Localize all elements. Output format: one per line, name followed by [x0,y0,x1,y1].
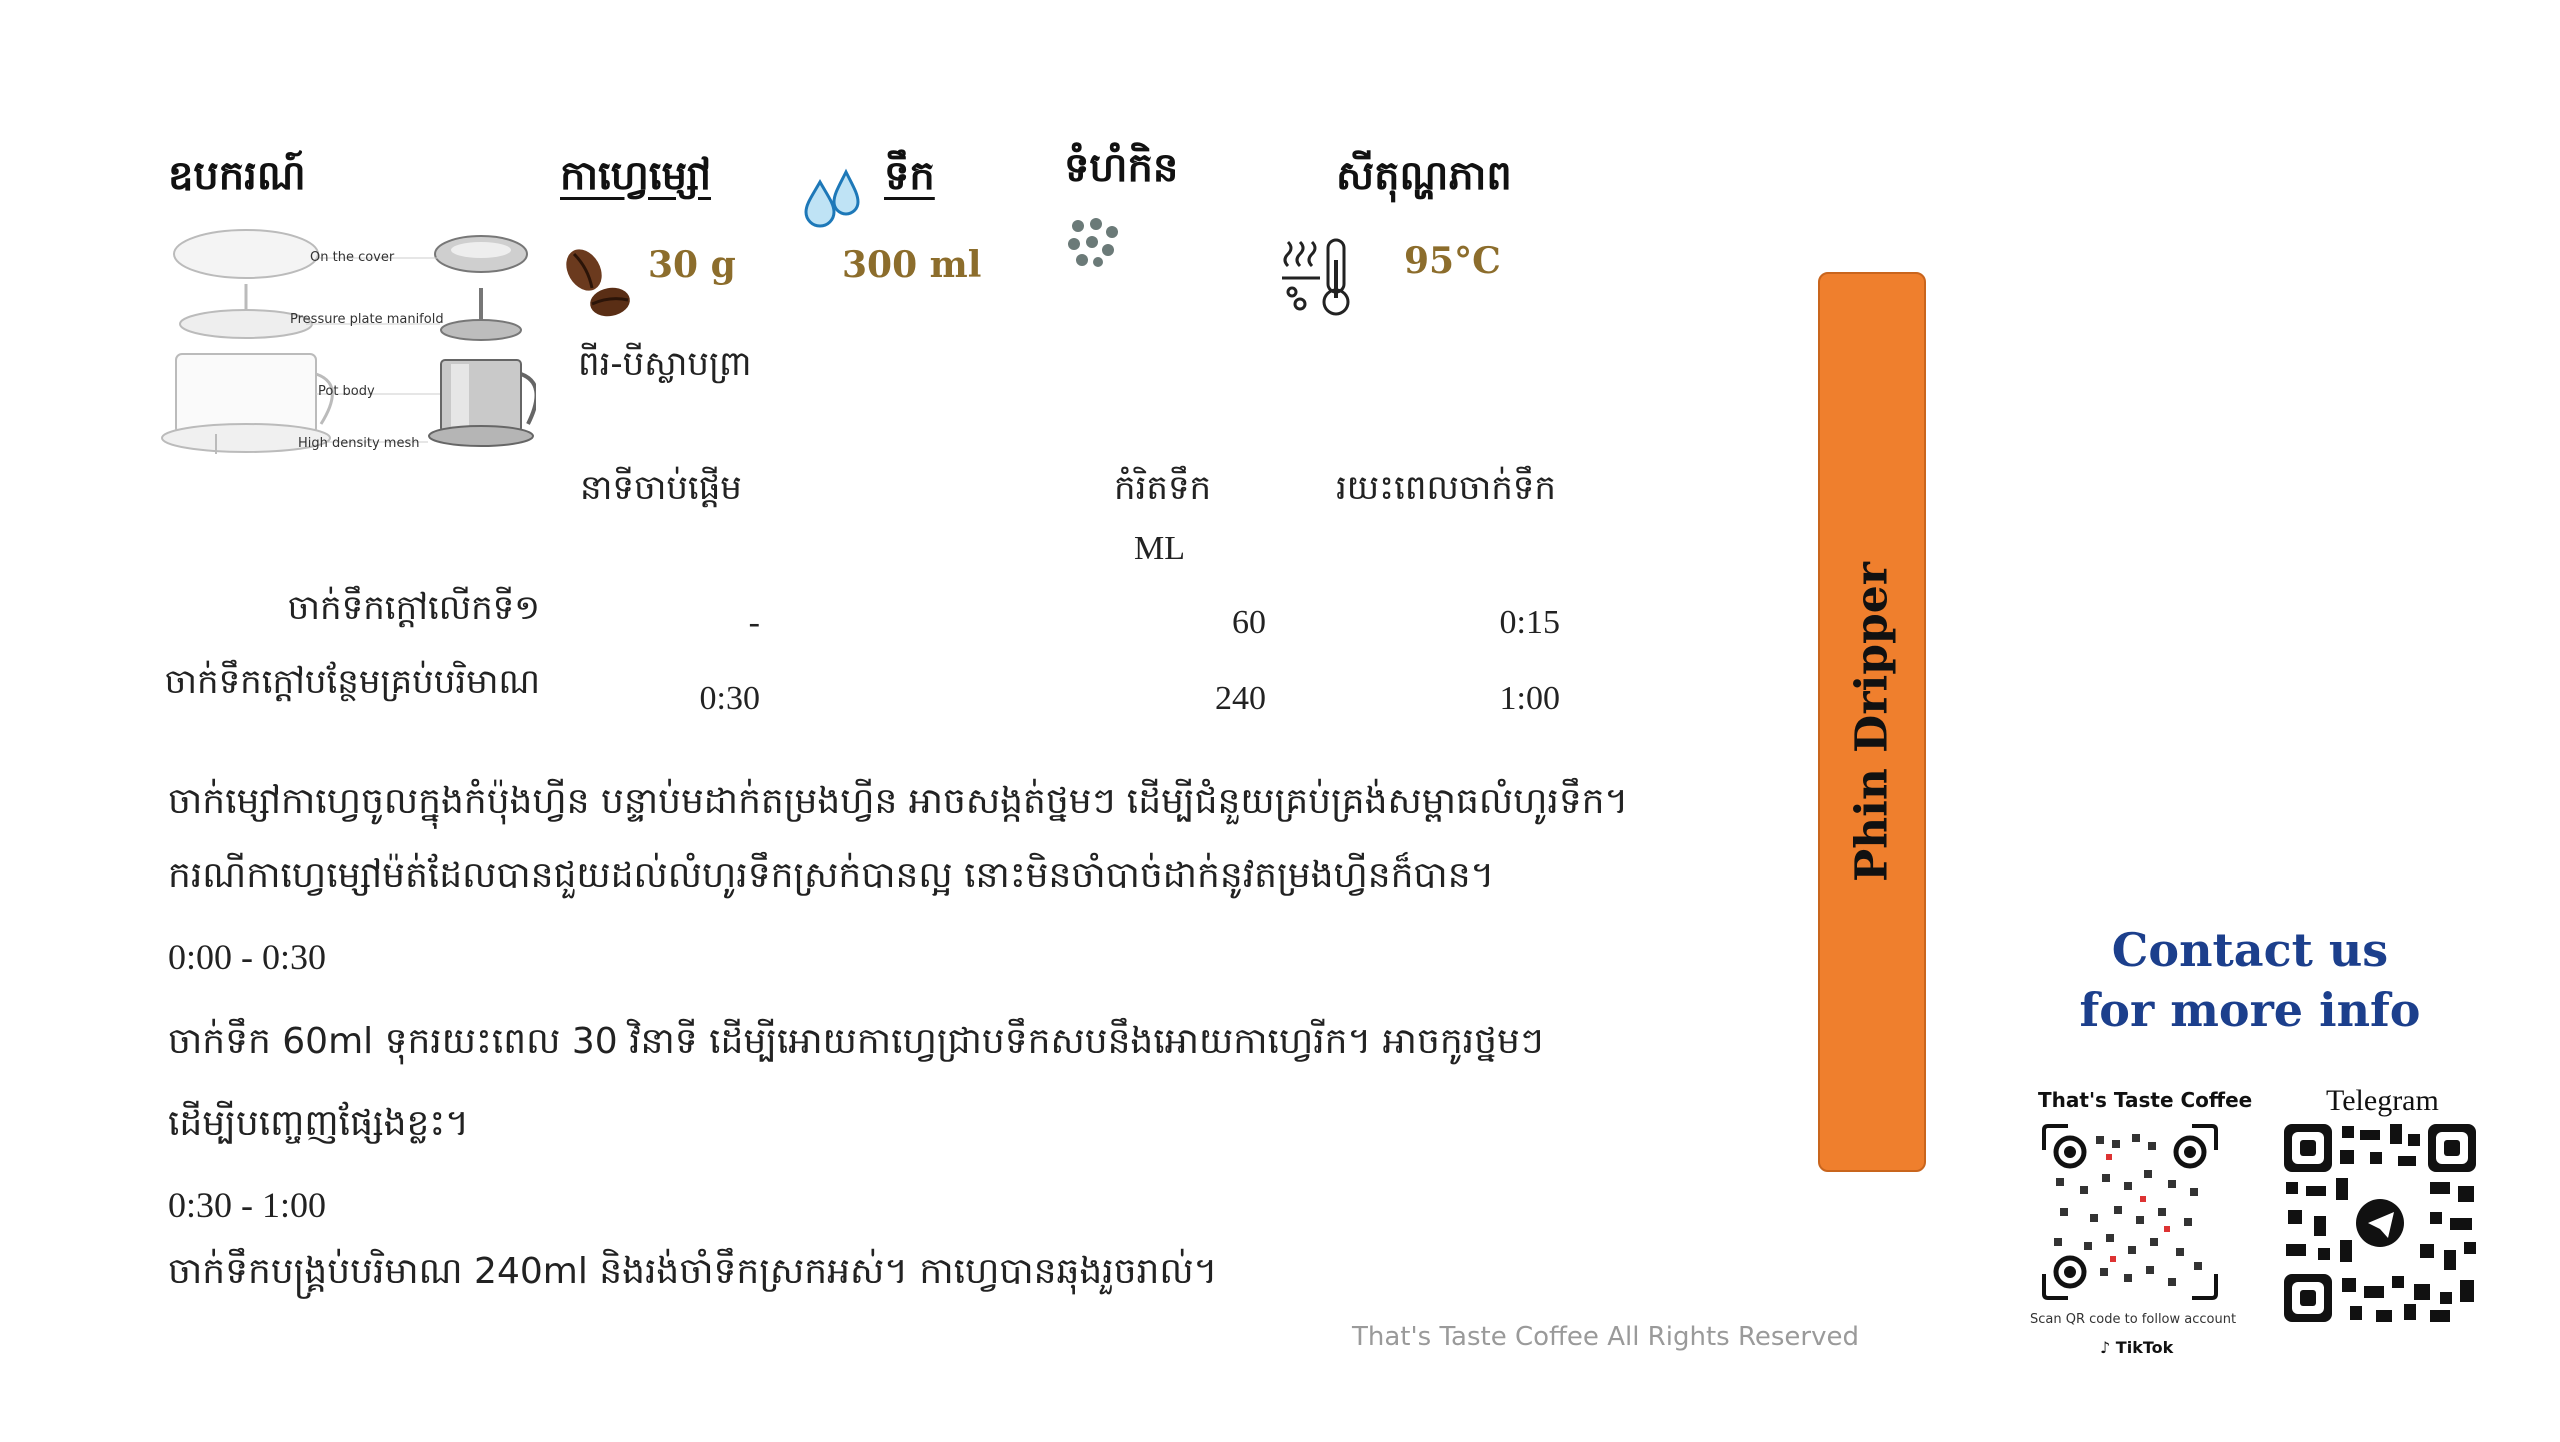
col-water-volume: កំរិតទឹក [1114,468,1212,508]
col-unit: ML [1134,530,1185,567]
telegram-qr-code[interactable] [2280,1120,2480,1326]
coffee-grounds-heading: កាហ្វេម្សៅ [560,153,711,199]
coffee-amount: 30 g [648,244,736,286]
intro-line-1: ចាក់ម្សៅកាហ្វេចូលក្នុងកំប៉ុងហ្វីន បន្ទាប់មដាក់តម្រងហ្វីន អាចសង្កត់ថ្នមៗ ដើម្បីជំនួយគ្រប់គ្រង់សម្ពាធលំហូរទឹក។ [168,781,1629,822]
diagram-label-mesh: High density mesh [298,436,420,451]
coffee-beans-icon [562,246,636,320]
step1-line-1: ចាក់ទឹក 60ml ទុករយះពេល 30 វិនាទី ដើម្បីអោយកាហ្វេជ្រាបទឹកសបនឹងអោយកាហ្វេរីក។ អាចកូរថ្នមៗ [168,1021,1544,1062]
telegram-title: Telegram [2326,1084,2439,1117]
step1-time: 0:00 - 0:30 [168,937,326,977]
temperature-value: 95°C [1404,240,1501,282]
row1-start: - [748,604,760,641]
row2-duration: 1:00 [1499,680,1560,717]
step2-time: 0:30 - 1:00 [168,1185,326,1225]
contact-line-2: for more info [2079,983,2421,1037]
row1-label: ចាក់ទឹកក្តៅលើកទី១ [287,588,540,628]
water-heading: ទឹក [884,153,935,199]
col-pour-duration: រយះពេលចាក់ទឹក [1336,468,1556,508]
tiktok-brand-label: TikTok [2115,1338,2174,1357]
equipment-heading: ឧបករណ៍ [168,153,306,199]
water-amount: 300 ml [842,244,982,286]
tiktok-icon: ♪ [2100,1338,2111,1357]
diagram-label-cover: On the cover [310,250,395,265]
row2-label: ចាក់ទឹកក្តៅបន្ថែមគ្រប់បរិមាណ [164,662,540,702]
tiktok-caption: Scan QR code to follow account [2030,1312,2237,1327]
row1-duration: 0:15 [1499,604,1560,641]
copyright-footer: That's Taste Coffee All Rights Reserved [1352,1322,1859,1352]
row1-volume: 60 [1232,604,1266,641]
diagram-label-pressure-plate: Pressure plate manifold [290,312,444,327]
grind-size-icon [1064,216,1124,272]
water-drops-icon [802,168,864,236]
phin-dripper-label: Phin Dripper [1846,562,1898,882]
row2-volume: 240 [1215,680,1266,717]
intro-line-2: ករណីកាហ្វេម្សៅម៉ត់ដែលបានជួយដល់លំហូរទឹកស្រក់បានល្អ នោះមិនចាំបាច់ដាក់នូវតម្រងហ្វីនក៏បាន។ [168,855,1495,896]
contact-callout [2040,920,2460,1040]
step2-line-1: ចាក់ទឹកបង្គ្រប់បរិមាណ 240ml និងរង់ចាំទឹកស្រកអស់។ កាហ្វេបានឆុងរួចរាល់។ [168,1251,1218,1292]
grind-size-heading: ទំហំកិន [1064,145,1179,191]
step1-line-2: ដើម្បីបញ្ចេញផ្សែងខ្លះ។ [168,1103,469,1144]
tiktok-brand [2100,1338,2173,1357]
phin-dripper-tab [1818,272,1926,1172]
contact-line-1: Contact us [2111,923,2389,977]
thermometer-heat-icon [1280,236,1360,320]
temperature-heading: សីតុណ្ហភាព [1336,153,1512,199]
row2-start: 0:30 [699,680,760,717]
servings-text: ពីរ-បីស្លាបព្រា [578,344,752,384]
col-start-time: នាទីចាប់ផ្តើម [580,468,742,508]
tiktok-qr-code[interactable] [2040,1122,2220,1302]
diagram-label-pot-body: Pot body [318,384,375,399]
tiktok-title: That's Taste Coffee [2038,1088,2253,1112]
